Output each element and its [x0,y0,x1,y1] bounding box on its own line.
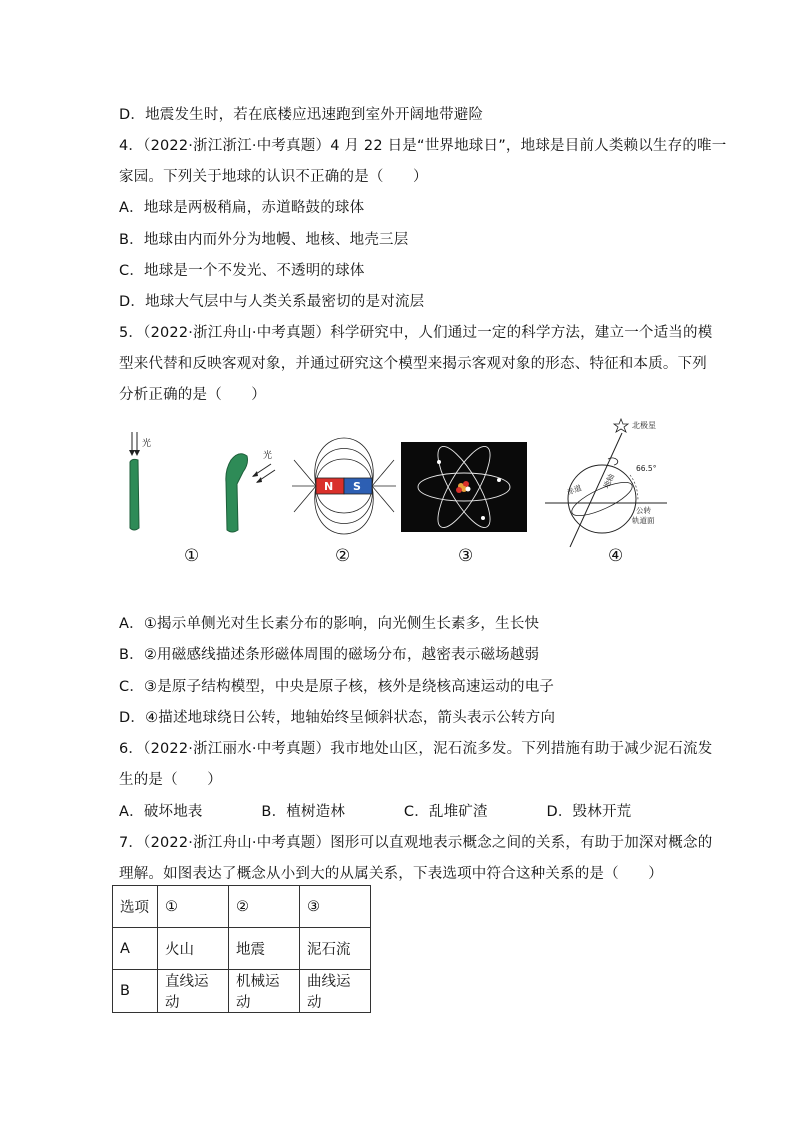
figure-atom-model [401,442,527,532]
table-header-cell: ② [229,886,300,928]
magnet-n-label: N [324,480,334,493]
caption-3: ③ [458,546,474,566]
table-cell: 曲线运动 [300,970,371,1013]
orbit-label-2: 轨道面 [632,516,655,525]
table-cell: 地震 [229,928,300,970]
table-header-row [113,886,371,928]
equator-label: 赤道 [565,483,583,497]
q7-stem-line2: 理解。如图表达了概念从小到大的从属关系，下表选项中符合这种关系的是（ ） [119,866,663,882]
table-header-cell: ① [158,886,229,928]
table-cell: 直线运动 [158,970,229,1013]
caption-4: ④ [608,546,624,566]
q5-option-a: A．①揭示单侧光对生长素分布的影响，向光侧生长素多，生长快 [119,616,540,632]
orbit-label-1: 公转 [636,506,651,515]
q3-option-d: D．地震发生时，若在底楼应迅速跑到室外开阔地带避险 [119,107,484,123]
figure-bar-magnet [290,420,398,540]
caption-1: ① [184,546,200,566]
table-header-cell: 选项 [113,886,158,928]
table-cell: B [113,970,158,1013]
fig1-light-label: 光 [142,439,152,449]
q4-option-c: C．地球是一个不发光、不透明的球体 [119,263,365,279]
table-header-cell: ③ [300,886,371,928]
fig1b-light-label: 光 [263,451,273,461]
q6-stem-line2: 生的是（ ） [119,772,222,788]
figure-plant-bending [205,420,285,540]
table-row [113,928,371,970]
q5-stem-line1: 5．（2022·浙江舟山·中考真题）科学研究中，人们通过一定的科学方法，建立一个适当的模 [119,325,713,341]
q4-option-d: D．地球大气层中与人类关系最密切的是对流层 [119,294,425,310]
q5-option-c: C．③是原子结构模型，中央是原子核，核外是绕核高速运动的电子 [119,679,555,695]
q7-options-table [112,885,371,1013]
magnet-s-label: S [353,480,361,493]
table-cell: 机械运动 [229,970,300,1013]
q5-stem-line2: 型来代替和反映客观对象，并通过研究这个模型来揭示客观对象的形态、特征和本质。下列 [119,356,707,372]
q4-option-a: A．地球是两极稍扁，赤道略鼓的球体 [119,200,365,216]
table-cell: 泥石流 [300,928,371,970]
figure-plant-upright [118,420,168,540]
axis-label: 地轴 [601,472,617,490]
caption-2: ② [335,546,351,566]
q4-option-b: B．地球由内而外分为地幔、地核、地壳三层 [119,232,409,248]
figure-earth-revolution [542,415,682,550]
q6-stem-line1: 6．（2022·浙江丽水·中考真题）我市地处山区，泥石流多发。下列措施有助于减少泥石流发 [119,741,713,757]
q4-stem-line1: 4．（2022·浙江浙江·中考真题）4 月 22 日是“世界地球日”，地球是目前人类赖以生存的唯一 [119,138,727,154]
polaris-label: 北极星 [632,421,656,430]
q7-stem-line1: 7．（2022·浙江舟山·中考真题）图形可以直观地表示概念之间的关系，有助于加深对概念的 [119,835,713,851]
q5-option-d: D．④描述地球绕日公转，地轴始终呈倾斜状态，箭头表示公转方向 [119,710,556,726]
angle-label: 66.5° [636,464,657,473]
q4-stem-line2: 家园。下列关于地球的认识不正确的是（ ） [119,169,428,185]
q6-options: A．破坏地表 B．植树造林 C．乱堆矿渣 D．毁林开荒 [119,804,632,820]
table-row [113,970,371,1013]
table-cell: 火山 [158,928,229,970]
table-cell: A [113,928,158,970]
q5-stem-line3: 分析正确的是（ ） [119,387,266,403]
q5-option-b: B．②用磁感线描述条形磁体周围的磁场分布，越密表示磁场越弱 [119,647,540,663]
